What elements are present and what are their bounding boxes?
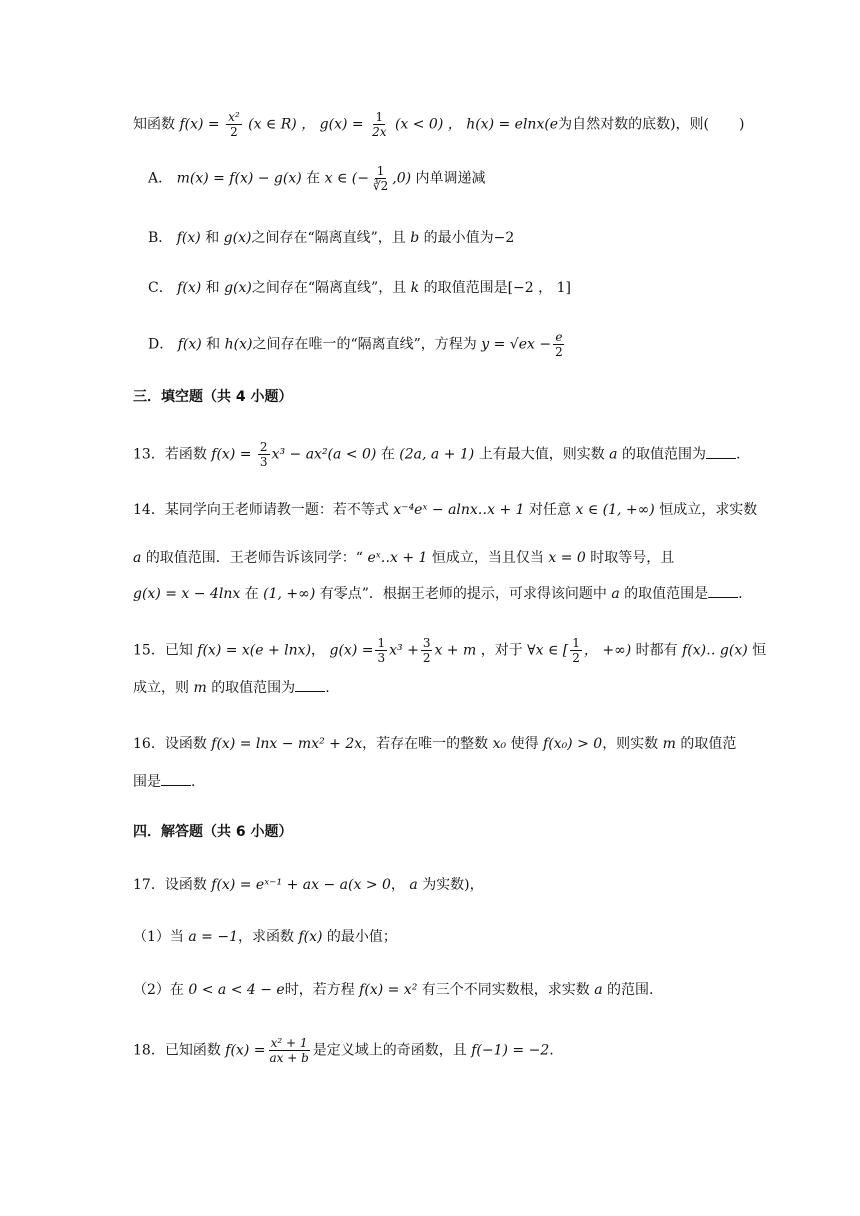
text: 的取值范围是 [423, 280, 508, 296]
math: f(x) [177, 336, 202, 353]
math: (x ∈ R) ， [248, 116, 316, 133]
denominator: ∛2 [372, 179, 389, 193]
math: x = 0 [548, 550, 586, 566]
math: f(x) [298, 929, 323, 945]
text: 时取等号，且 [590, 550, 675, 566]
math: a [409, 877, 418, 893]
fraction [371, 164, 390, 193]
text: 14．某同学向王老师请教一题：若不等式 [133, 502, 389, 518]
math: k [410, 280, 420, 296]
option-c [148, 278, 748, 298]
text: 有零点”．根据王老师的提示，可求得该问题中 [319, 586, 607, 602]
text: ) [739, 116, 745, 133]
text: 13．若函数 [133, 446, 207, 463]
text: 时，若方程 [284, 982, 355, 998]
math: f(x) = x(e + lnx) [197, 642, 312, 659]
text: 的取值范 [680, 736, 737, 752]
text: （2）在 [133, 982, 184, 998]
text: ，求函数 [238, 929, 294, 945]
text: ，若存在唯一的整数 [362, 736, 489, 752]
math: m(x) = f(x) − g(x) [176, 170, 302, 187]
fraction [375, 636, 387, 665]
math: a [609, 446, 618, 463]
text: 恒成立，当且仅当 [431, 550, 544, 566]
math: g(x) [224, 280, 252, 296]
answer-blank [161, 773, 191, 786]
numerator: 3 [422, 636, 431, 650]
option-label: C． [148, 280, 173, 296]
text: 为自然对数的底数)，则( [558, 116, 710, 133]
question-18 [133, 1036, 733, 1065]
question-15-line1 [133, 636, 767, 665]
text: 内单调递减 [415, 170, 486, 187]
text: 为实数)， [422, 877, 484, 893]
numerator: 1 [377, 636, 386, 650]
math: f(x) [176, 230, 201, 246]
text: 和 [206, 336, 221, 353]
fraction [370, 110, 388, 139]
math: h(x) [224, 336, 253, 353]
math: x₀ [492, 736, 507, 752]
text: ， [390, 877, 405, 893]
math: f(x) = x² [359, 982, 418, 998]
math: f(x) = [225, 1042, 266, 1059]
answer-blank [708, 585, 738, 598]
math: f(x₀) > 0 [543, 736, 603, 752]
question-17-part1 [133, 927, 733, 947]
math: f(−1) = −2 [471, 1042, 550, 1059]
numerator: x² [228, 110, 240, 124]
text: . [191, 774, 196, 790]
math: g(x) = [329, 642, 374, 659]
question-14-line2 [133, 548, 733, 568]
math: a = −1 [188, 929, 238, 945]
text: 和 [205, 230, 220, 246]
option-d [148, 330, 748, 359]
question-15-line2 [133, 678, 733, 698]
text: 的取值范围为 [621, 446, 706, 463]
text: 时都有 [635, 642, 678, 659]
text: 的取值范围为 [211, 680, 296, 696]
option-b [148, 228, 748, 248]
denominator: ax + b [269, 1051, 309, 1065]
math: g(x) = [319, 116, 364, 133]
numerator: 1 [376, 164, 385, 178]
text: 18．已知函数 [133, 1042, 221, 1059]
math: x³ − ax²(a < 0) [271, 446, 377, 463]
option-label: A． [148, 170, 173, 187]
math: m [193, 680, 207, 696]
math: x ∈ (− [324, 170, 369, 187]
text: 的取值范围．王老师告诉该同学：“ [145, 550, 363, 566]
math: g(x) = x − 4lnx [133, 586, 241, 602]
denominator: 2 [572, 651, 580, 665]
math: x⁻⁴eˣ − alnx‥x + 1 [393, 502, 525, 518]
text: 恒 [752, 642, 767, 659]
question-16-line1 [133, 734, 737, 754]
numerator: 1 [572, 636, 580, 650]
text: 17．设函数 [133, 877, 207, 893]
text: 上有最大值，则实数 [478, 446, 605, 463]
math: x ∈ (1, +∞) [575, 502, 655, 518]
q12-stem [133, 110, 745, 139]
fraction [570, 636, 582, 665]
question-13 [133, 440, 741, 469]
math: a [594, 982, 603, 998]
text: 是定义域上的奇函数，且 [312, 1042, 467, 1059]
math: m [662, 736, 676, 752]
text: 的最小值为 [423, 230, 494, 246]
text: ， [311, 642, 326, 659]
text: 在 [244, 586, 259, 602]
numerator: e [555, 330, 563, 344]
text: ，则实数 [602, 736, 659, 752]
math: x + m [434, 642, 477, 659]
text: 之间存在唯一的“隔离直线”，方程为 [252, 336, 477, 353]
math: [−2 ， 1] [507, 280, 571, 296]
text: 15．已知 [133, 642, 193, 659]
math: y = √ex − [481, 336, 552, 353]
math: (2a, a + 1) [399, 446, 475, 463]
math: eˣ‥x + 1 [367, 550, 428, 566]
text: 的取值范围是 [624, 586, 709, 602]
text: 对任意 [529, 502, 572, 518]
math: f(x)‥ g(x) [682, 642, 748, 659]
math: a [133, 550, 142, 566]
text: 的范围. [607, 982, 654, 998]
math: −2 [493, 230, 515, 246]
math: f(x) = [211, 446, 252, 463]
section-heading: 三．填空题（共 4 小题） [133, 389, 293, 405]
option-label: D． [148, 336, 174, 353]
math: (1, +∞) [263, 586, 316, 602]
text: 16．设函数 [133, 736, 207, 752]
text: . [735, 446, 741, 463]
fraction [258, 440, 270, 469]
math: (x < 0) ， [394, 116, 462, 133]
math: b [410, 230, 420, 246]
option-a [148, 164, 748, 193]
denominator: 3 [377, 651, 386, 665]
denominator: 2x [372, 125, 387, 139]
math: h(x) = elnx(e [466, 116, 559, 133]
numerator: 1 [375, 110, 384, 124]
fraction [226, 110, 242, 139]
math: f(x) = eˣ⁻¹ + ax − a(x > 0 [211, 877, 391, 893]
text: 成立，则 [133, 680, 189, 696]
text: 之间存在“隔离直线”，且 [251, 280, 407, 296]
answer-blank [706, 446, 736, 459]
text: 之间存在“隔离直线”，且 [251, 230, 406, 246]
math: a [611, 586, 620, 602]
text: ，对于 [480, 642, 523, 659]
math: f(x) [177, 280, 202, 296]
text: 和 [205, 280, 220, 296]
question-16-line2 [133, 772, 733, 792]
denominator: 3 [259, 455, 268, 469]
text: 使得 [510, 736, 539, 752]
fraction [553, 330, 565, 359]
text: 恒成立，求实数 [659, 502, 758, 518]
section-heading: 四．解答题（共 6 小题） [133, 824, 293, 840]
math: f(x) = lnx − mx² + 2x [211, 736, 363, 752]
math: ∀x ∈ [ [527, 642, 569, 659]
answer-blank [295, 679, 325, 692]
option-label: B． [148, 230, 173, 246]
numerator: x² + 1 [270, 1036, 308, 1050]
math: f(x) = [179, 116, 220, 133]
text: 有三个不同实数根，求实数 [421, 982, 590, 998]
math: x³ + [389, 642, 419, 659]
text: 的最小值； [326, 929, 397, 945]
fraction [267, 1036, 310, 1065]
denominator: 2 [230, 125, 238, 139]
text: 知函数 [133, 116, 175, 133]
question-17-part2 [133, 980, 733, 1000]
text: 在 [380, 446, 395, 463]
fraction [421, 636, 433, 665]
math: g(x) [223, 230, 252, 246]
text: 围是 [133, 774, 161, 790]
math: ， +∞) [583, 642, 632, 659]
numerator: 2 [259, 440, 268, 454]
question-17 [133, 875, 733, 895]
denominator: 2 [555, 345, 563, 359]
math: 0 < a < 4 − e [188, 982, 285, 998]
text: . [325, 680, 330, 696]
text: 在 [306, 170, 321, 187]
text: . [549, 1042, 554, 1059]
text: （1）当 [133, 929, 184, 945]
denominator: 2 [422, 651, 431, 665]
text: . [738, 586, 743, 602]
math: ,0) [392, 170, 412, 187]
question-14-line1 [133, 500, 758, 520]
question-14-line3 [133, 584, 743, 604]
